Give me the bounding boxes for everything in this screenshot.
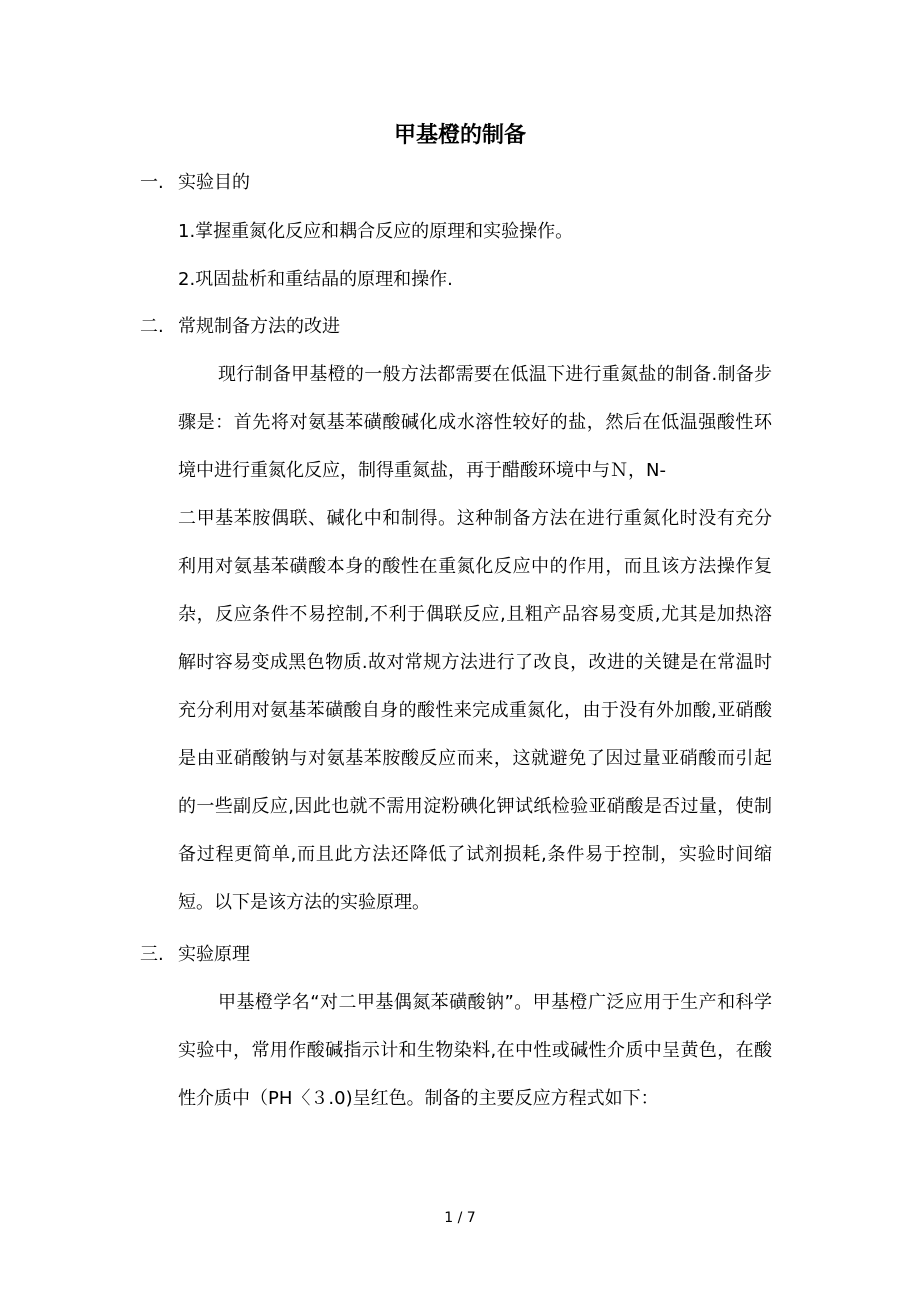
section-title: 实验目的 [178,172,250,193]
paragraph-line: 二甲基苯胺偶联、碱化中和制得。这种制备方法在进行重氮化时没有充分 [178,508,772,529]
paragraph-line: 杂，反应条件不易控制,不利于偶联反应,且粗产品容易变质,尤其是加热溶 [178,604,772,625]
page-number: 1 / 7 [444,1210,476,1226]
paragraph-line: 甲基橙学名“对二甲基偶氮苯磺酸钠”。甲基橙广泛应用于生产和科学 [218,992,772,1013]
objective-item: 2.巩固盐析和重结晶的原理和操作. [178,269,453,290]
paragraph-line: 充分利用对氨基苯磺酸自身的酸性来完成重氮化，由于没有外加酸,亚硝酸 [178,700,772,721]
paragraph-line: 是由亚硝酸钠与对氨基苯胺酸反应而来，这就避免了因过量亚硝酸而引起 [178,748,772,769]
paragraph-line: 境中进行重氮化反应，制得重氮盐，再于醋酸环境中与Ｎ，N- [178,460,666,481]
paragraph-line: 现行制备甲基橙的一般方法都需要在低温下进行重氮盐的制备.制备步 [218,364,772,385]
section-number: 三. [140,944,164,965]
paragraph-line: 利用对氨基苯磺酸本身的酸性在重氮化反应中的作用，而且该方法操作复 [178,556,772,577]
document-title: 甲基橙的制备 [393,123,526,148]
section-title: 常规制备方法的改进 [178,316,340,337]
objective-item: 1.掌握重氮化反应和耦合反应的原理和实验操作。 [178,221,574,242]
paragraph-line: 短。以下是该方法的实验原理。 [178,892,430,913]
paragraph-line: 解时容易变成黑色物质.故对常规方法进行了改良，改进的关键是在常温时 [178,652,772,673]
section-heading-improvement [140,315,340,339]
section-number: 一. [140,172,164,193]
paragraph-line: 骤是：首先将对氨基苯磺酸碱化成水溶性较好的盐，然后在低温强酸性环 [178,412,772,433]
paragraph-line: 备过程更简单,而且此方法还降低了试剂损耗,条件易于控制，实验时间缩 [178,844,772,865]
paragraph-line: 性介质中（PH〈３.0)呈红色。制备的主要反应方程式如下： [178,1088,659,1109]
section-title: 实验原理 [178,944,250,965]
section-number: 二. [140,316,164,337]
section-heading-objectives [140,171,250,195]
paragraph-line: 的一些副反应,因此也就不需用淀粉碘化钾试纸检验亚硝酸是否过量，使制 [178,796,772,817]
section-heading-principle [140,943,250,967]
paragraph-line: 实验中，常用作酸碱指示计和生物染料,在中性或碱性介质中呈黄色，在酸 [178,1040,772,1061]
